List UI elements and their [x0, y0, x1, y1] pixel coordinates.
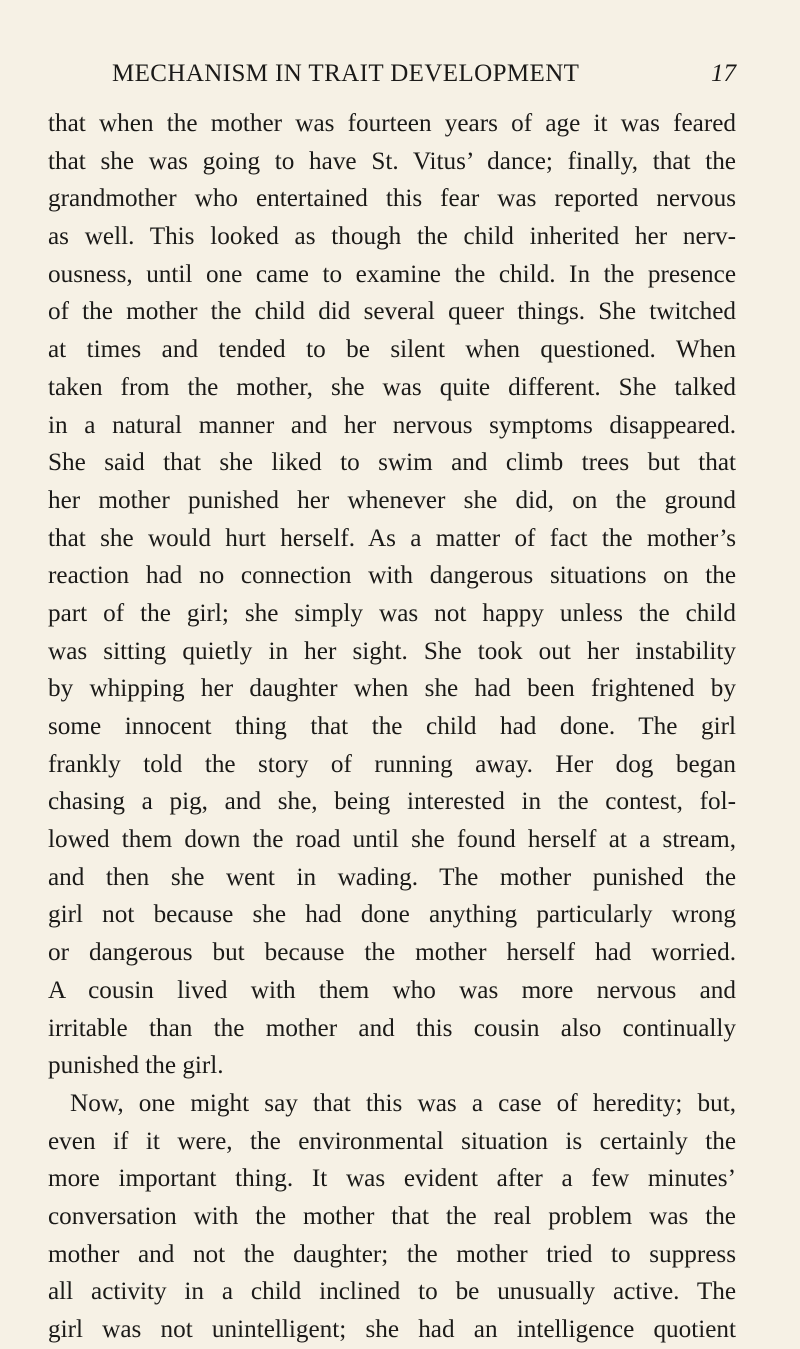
text-line: taken from the mother, she was quite different. She talked	[48, 373, 736, 401]
running-header	[48, 57, 736, 91]
text-line: of the mother the child did several queer things. She twitched	[48, 298, 736, 326]
text-line: chasing a pig, and she, being interested in the contest, fol-	[48, 788, 736, 816]
text-line: mother and not the daughter; the mother tried to suppress	[48, 1240, 736, 1268]
paragraph-first-line: Now, one might say that this was a case of heredity; but,	[70, 1089, 736, 1117]
text-line: ousness, until one came to examine the child. In the presence	[48, 260, 736, 288]
text-line: as well. This looked as though the child inherited her nerv-	[48, 223, 736, 251]
text-line: that when the mother was fourteen years of age it was feared	[48, 110, 736, 137]
text-line: and then she went in wading. The mother punished the	[48, 863, 736, 891]
text-line: that she was going to have St. Vitus’ dance; finally, that the	[48, 147, 736, 175]
text-line: was sitting quietly in her sight. She took out her instability	[48, 637, 736, 665]
text-line: A cousin lived with them who was more nervous and	[48, 976, 736, 1004]
text-line: by whipping her daughter when she had been frightened by	[48, 675, 736, 703]
text-line: frankly told the story of running away. Her dog began	[48, 750, 736, 778]
text-line: part of the girl; she simply was not happy unless the child	[48, 599, 736, 627]
text-line: irritable than the mother and this cousin also continually	[48, 1014, 736, 1042]
body-text	[48, 105, 736, 1349]
text-line: punished the girl.	[48, 1052, 224, 1080]
text-line: reaction had no connection with dangerous situations on the	[48, 562, 736, 590]
text-line: in a natural manner and her nervous symptoms disappeared.	[48, 411, 736, 439]
text-line: grandmother who entertained this fear was reported nervous	[48, 185, 736, 213]
text-line: She said that she liked to swim and climb trees but that	[48, 449, 736, 477]
text-line: some innocent thing that the child had done. The girl	[48, 713, 736, 740]
running-title: MECHANISM IN TRAIT DEVELOPMENT	[112, 60, 580, 87]
text-line: even if it were, the environmental situation is certainly the	[48, 1127, 736, 1155]
text-line: girl not because she had done anything particularly wrong	[48, 901, 736, 929]
text-line: at times and tended to be silent when questioned. When	[48, 336, 736, 364]
text-line: that she would hurt herself. As a matter of fact the mother’s	[48, 524, 736, 552]
text-line: her mother punished her whenever she did, on the ground	[48, 486, 736, 514]
text-line: girl was not unintelligent; she had an intelligence quotient	[48, 1316, 736, 1343]
text-line: conversation with the mother that the real problem was the	[48, 1202, 736, 1230]
text-line: or dangerous but because the mother herself had worried.	[48, 939, 736, 967]
text-line: lowed them down the road until she found herself at a stream,	[48, 826, 736, 854]
text-line: more important thing. It was evident after a few minutes’	[48, 1165, 736, 1193]
text-line: all activity in a child inclined to be unusually active. The	[48, 1278, 736, 1306]
page-number: 17	[711, 60, 736, 87]
